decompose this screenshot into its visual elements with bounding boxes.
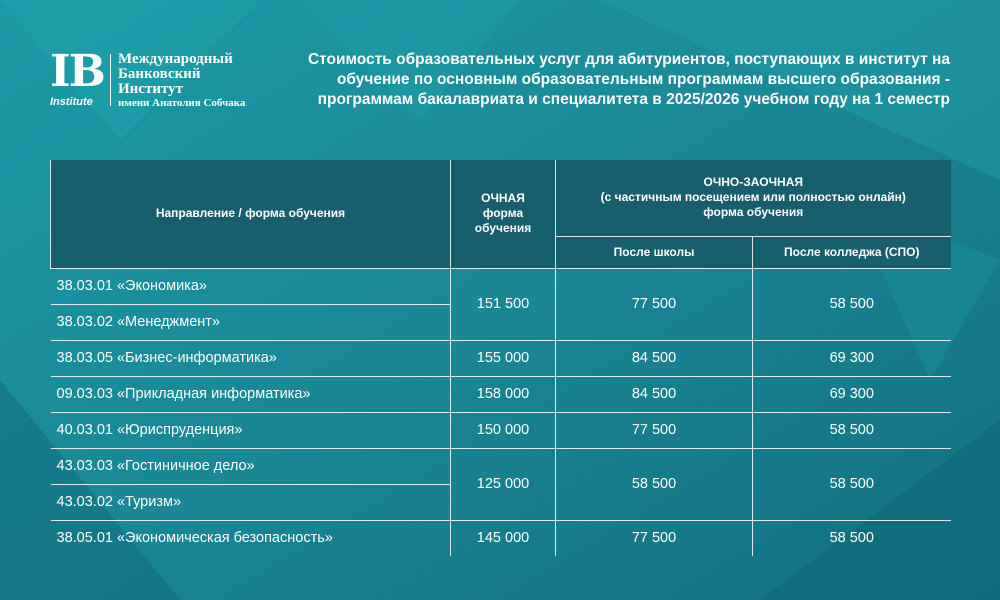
- table-row: [51, 412, 951, 448]
- price-table: [50, 160, 951, 556]
- logo-subline: имени Анатолия Собчака: [118, 97, 246, 109]
- header-after-college: После колледжа (СПО): [753, 236, 951, 268]
- header-fulltime-line: обучения: [474, 221, 532, 236]
- logo-mark-text: IB: [50, 46, 104, 97]
- direction-cell: 38.05.01 «Экономическая безопасность»: [51, 520, 451, 556]
- institute-logo: [50, 46, 280, 112]
- header-fulltime: [451, 160, 556, 268]
- direction-cell: 38.03.02 «Менеджмент»: [51, 304, 451, 340]
- header-parttime-line: ОЧНО-ЗАОЧНАЯ: [703, 175, 804, 190]
- logo-institute-label: Institute: [50, 96, 93, 108]
- logo-name: [118, 52, 245, 110]
- direction-cell: 43.03.02 «Туризм»: [51, 484, 451, 520]
- table-row: [51, 268, 951, 304]
- table-row: [51, 520, 951, 556]
- after-college-price: 58 500: [753, 448, 951, 520]
- header-after-school: После школы: [556, 236, 753, 268]
- after-school-price: 77 500: [556, 412, 753, 448]
- logo-line: Институт: [118, 81, 184, 97]
- direction-cell: 43.03.03 «Гостиничное дело»: [51, 448, 451, 484]
- table-row: [51, 340, 951, 376]
- after-school-price: 84 500: [556, 376, 753, 412]
- direction-cell: 38.03.01 «Экономика»: [51, 268, 451, 304]
- after-college-price: 58 500: [753, 412, 951, 448]
- after-college-price: 58 500: [753, 520, 951, 556]
- after-college-price: 69 300: [753, 376, 951, 412]
- page-title: Стоимость образовательных услуг для абитуриентов, поступающих в институт на обучение по основным образовательным программам высшего образования - программам бакалавриата и специалитета в 2025/2026 учебном году на 1 семестр: [307, 51, 950, 108]
- fulltime-price: 125 000: [451, 448, 556, 520]
- direction-cell: 40.03.01 «Юриспруденция»: [51, 412, 451, 448]
- after-school-price: 84 500: [556, 340, 753, 376]
- fulltime-price: 151 500: [451, 268, 556, 340]
- fulltime-price: 158 000: [451, 376, 556, 412]
- after-school-price: 58 500: [556, 448, 753, 520]
- table-row: [51, 448, 951, 484]
- header-parttime-line: форма обучения: [703, 205, 804, 220]
- logo-mark: [50, 46, 104, 98]
- header-fulltime-line: форма: [482, 206, 524, 221]
- header-direction: Направление / форма обучения: [51, 160, 451, 268]
- logo-line: Банковский: [118, 66, 201, 82]
- header-parttime-line: (с частичным посещением или полностью онлайн): [600, 190, 906, 205]
- table-row: [51, 376, 951, 412]
- fulltime-price: 155 000: [451, 340, 556, 376]
- fulltime-price: 150 000: [451, 412, 556, 448]
- header-fulltime-line: ОЧНАЯ: [481, 191, 525, 206]
- header-parttime: [556, 160, 951, 236]
- after-college-price: 58 500: [753, 268, 951, 340]
- logo-divider: [110, 54, 111, 106]
- fulltime-price: 145 000: [451, 520, 556, 556]
- after-school-price: 77 500: [556, 268, 753, 340]
- logo-line: Международный: [118, 51, 233, 67]
- direction-cell: 38.03.05 «Бизнес-информатика»: [51, 340, 451, 376]
- direction-cell: 09.03.03 «Прикладная информатика»: [51, 376, 451, 412]
- after-college-price: 69 300: [753, 340, 951, 376]
- after-school-price: 77 500: [556, 520, 753, 556]
